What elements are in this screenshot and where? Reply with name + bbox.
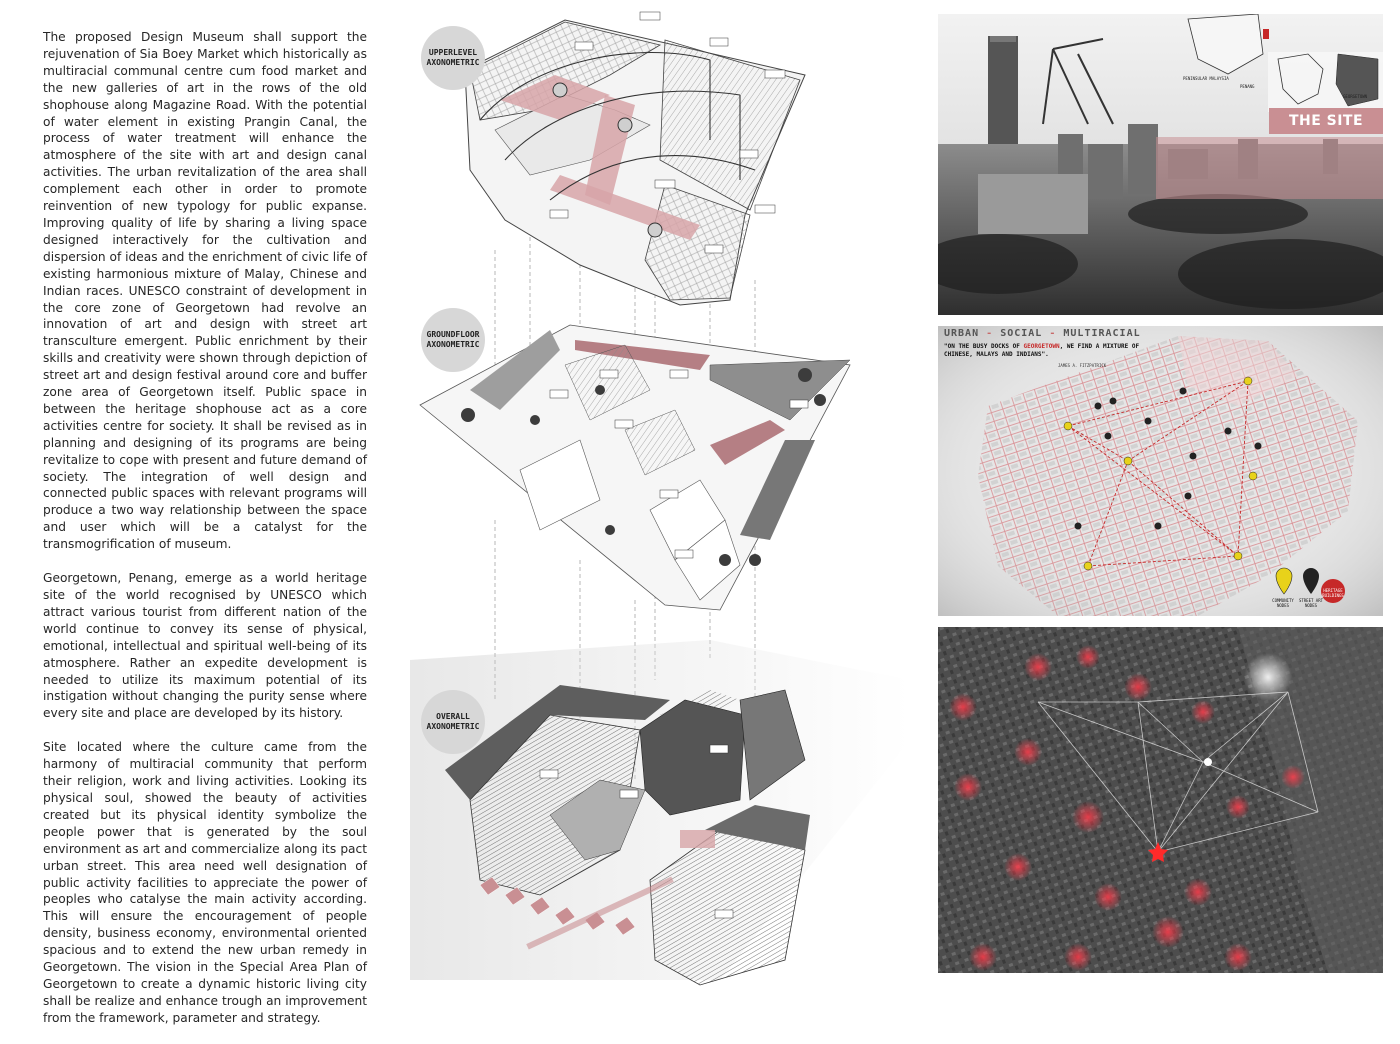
description-paragraph-1: The proposed Design Museum shall support the rejuvenation of Sia Boey Market which historically as multiracial communal centre cum food market and the new galleries of art in the rows of the old shophouse along Magazine Road. With the potential of water element in existing Prangin Canal, the process of water treatment will enhance the atmosphere of the site with art and design canal activities. The urban revitalization of the area shall complement each other in order to promote reinvention of new typology for public expanse. Improving quality of life by sharing a living space designed interactively for the cultivation and dispersion of ideas and the enrichment of civic life of existing harmonious mixture of Malay, Chinese and Indian races. UNESCO constraint of development in the core zone of Georgetown had revolve an innovation of art and design with street art transculture emergent. Public enrichment by their skills and creativity were shown through depiction of street art and design festival around core and buffer zone area of Georgetown itself. Public space in between the heritage shophouse act as a core activities centre for society. It shall be revised as in planning and designing of its programs are being revitalize to cope with present and future demand of society. The integration of well design and connected public spaces with relevant programs will produce a two way relationship between the space and user which will be a catalyst for the transmogrification of museum. — [43, 30, 367, 552]
upper-level-axonometric — [465, 12, 805, 305]
description-column — [43, 29, 367, 1044]
map-title-multiracial: MULTIRACIAL — [1063, 328, 1141, 339]
urban-map — [938, 326, 1383, 616]
description-paragraph-2: Georgetown, Penang, emerge as a world heritage site of the world recognised by UNESCO which attract various tourist from different nation of the world continue to convey its sense of physical, emotional, intellectual and spiritual well-being of its atmosphere. Rather an expedite development is needed to utilize its maximum potential of its instigation without changing the purity sense where every site and place are developed by its history. — [43, 571, 367, 721]
urban-map-panel — [938, 326, 1383, 616]
site-title-tag: THE SITE — [1269, 108, 1383, 134]
urban-map-title: URBAN - SOCIAL - MULTIRACIAL — [944, 328, 1141, 339]
ground-floor-axonometric-label: GROUNDFLOOR AXONOMETRIC — [421, 308, 485, 372]
axonometric-column — [410, 0, 910, 990]
map-label-peninsular: PENINSULAR MALAYSIA — [1183, 76, 1229, 81]
ground-floor-axonometric — [420, 325, 850, 610]
map-title-urban: URBAN — [944, 328, 980, 339]
map-title-social: SOCIAL — [1000, 328, 1043, 339]
urban-map-quote: "ON THE BUSY DOCKS OF GEORGETOWN, WE FIND A MIXTURE OF CHINESE, MALAYS AND INDIANS". — [944, 343, 1140, 358]
legend-community-nodes: COMMUNITY NODES — [1272, 598, 1294, 608]
overall-axonometric-label: OVERALL AXONOMETRIC — [421, 690, 485, 754]
axonometric-drawings — [410, 0, 910, 990]
overall-axonometric — [410, 640, 910, 985]
upper-level-axonometric-label: UPPERLEVEL AXONOMETRIC — [421, 26, 485, 90]
satellite-map-panel — [938, 627, 1383, 973]
description-paragraph-3: Site located where the culture came from the harmony of multiracial community that perform their religion, work and living activities. Looking its physical soul, showed the beauty of activities created but its physical identity symbolize the people power that is generated by the soul environment as art and commercialize along its pact urban street. This area need well designation of public activity facilities to appreciate the power of peoples who catalyse the main activity according. This will ensure the encouragement of people density, business economy, environmental oriented spacious and to extend the new urban remedy in Georgetown. The vision in the Special Area Plan of Georgetown to create a dynamic historic living city shall be realize and enhance trough an improvement from the framework, parameter and strategy. — [43, 740, 367, 1025]
satellite-network-map — [938, 627, 1383, 973]
urban-map-quote-author: JAMES A. FITZPATRICK — [1058, 363, 1107, 368]
legend-street-art-nodes: STREET ART NODES — [1298, 598, 1324, 608]
map-label-penang: PENANG — [1240, 84, 1255, 89]
map-label-georgetown: GEORGETOWN — [1343, 94, 1368, 99]
site-photo-panel — [938, 14, 1383, 315]
site-photo — [938, 14, 1383, 315]
legend-heritage-buildings: HERITAGE BUILDINGS — [1322, 588, 1344, 598]
